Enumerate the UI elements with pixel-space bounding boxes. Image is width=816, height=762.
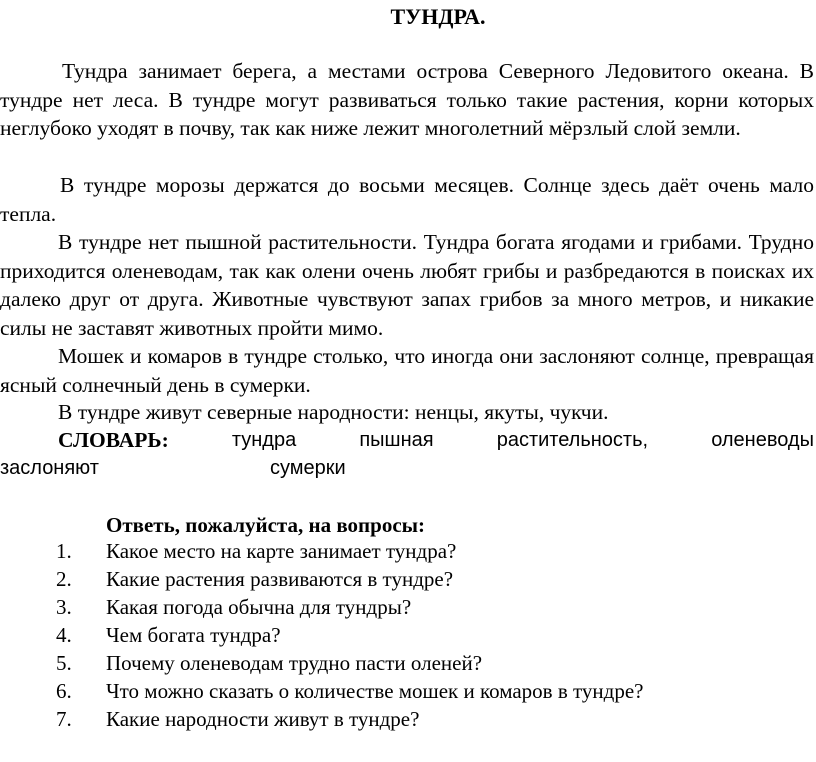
questions-heading: Ответь, пожалуйста, на вопросы: xyxy=(106,513,426,537)
questions-list xyxy=(0,537,643,733)
dictionary-word: растительность, xyxy=(496,429,649,451)
dictionary-word: тундра xyxy=(231,429,297,451)
question-text: Какая погода обычна для тундры? xyxy=(106,595,412,619)
question-number: 4. xyxy=(56,623,72,647)
question-item xyxy=(0,593,643,621)
paragraph-1: Тундра занимает берега, а местами острова Северного Ледовитого океана. В тундре нет леса. В тундре могут развиваться только такие растения, корни которых неглубоко уходят в почву, так как ниже лежит многолетний мёрзлый слой земли. xyxy=(0,59,814,140)
question-item xyxy=(0,537,643,565)
question-text: Почему оленеводам трудно пасти оленей? xyxy=(106,651,483,675)
question-text: Что можно сказать о количестве мошек и комаров в тундре? xyxy=(106,679,644,703)
dictionary-word: сумерки xyxy=(270,457,346,479)
question-text: Чем богата тундра? xyxy=(106,623,281,647)
question-text: Какие растения развиваются в тундре? xyxy=(106,567,454,591)
question-number: 7. xyxy=(56,707,72,731)
dictionary-word: заслоняют xyxy=(0,457,99,479)
paragraph-4: Мошек и комаров в тундре столько, что иногда они заслоняют солнце, превращая ясный солнечный день в сумерки. xyxy=(0,344,814,397)
question-item xyxy=(0,649,643,677)
question-text: Какое место на карте занимает тундра? xyxy=(106,539,457,563)
dictionary-row-2 xyxy=(0,454,814,482)
paragraph-5: В тундре живут северные народности: ненцы, якуты, чукчи. xyxy=(58,400,609,424)
dictionary-word: оленеводы xyxy=(711,429,814,451)
question-number: 2. xyxy=(56,567,72,591)
question-text: Какие народности живут в тундре? xyxy=(106,707,420,731)
dictionary-word: пышная xyxy=(359,429,434,451)
question-item xyxy=(0,621,643,649)
question-number: 5. xyxy=(56,651,72,675)
question-number: 3. xyxy=(56,595,72,619)
document-title: ТУНДРА. xyxy=(390,4,486,29)
paragraph-3: В тундре нет пышной растительности. Тундра богата ягодами и грибами. Трудно приходится оленеводам, так как олени очень любят грибы и разбредаются в поисках их далеко друг от друга. Животные чувствуют запах грибов за много метров, и никакие силы не заставят животных пройти мимо. xyxy=(0,230,814,340)
question-item xyxy=(0,705,643,733)
dictionary-row-1 xyxy=(0,426,814,454)
dictionary-block xyxy=(0,426,814,482)
paragraph-2: В тундре морозы держатся до восьми месяцев. Солнце здесь даёт очень мало тепла. xyxy=(0,173,814,226)
question-item xyxy=(0,565,643,593)
dictionary-label: СЛОВАРЬ: xyxy=(58,428,169,452)
question-number: 6. xyxy=(56,679,72,703)
question-item xyxy=(0,677,643,705)
question-number: 1. xyxy=(56,539,72,563)
